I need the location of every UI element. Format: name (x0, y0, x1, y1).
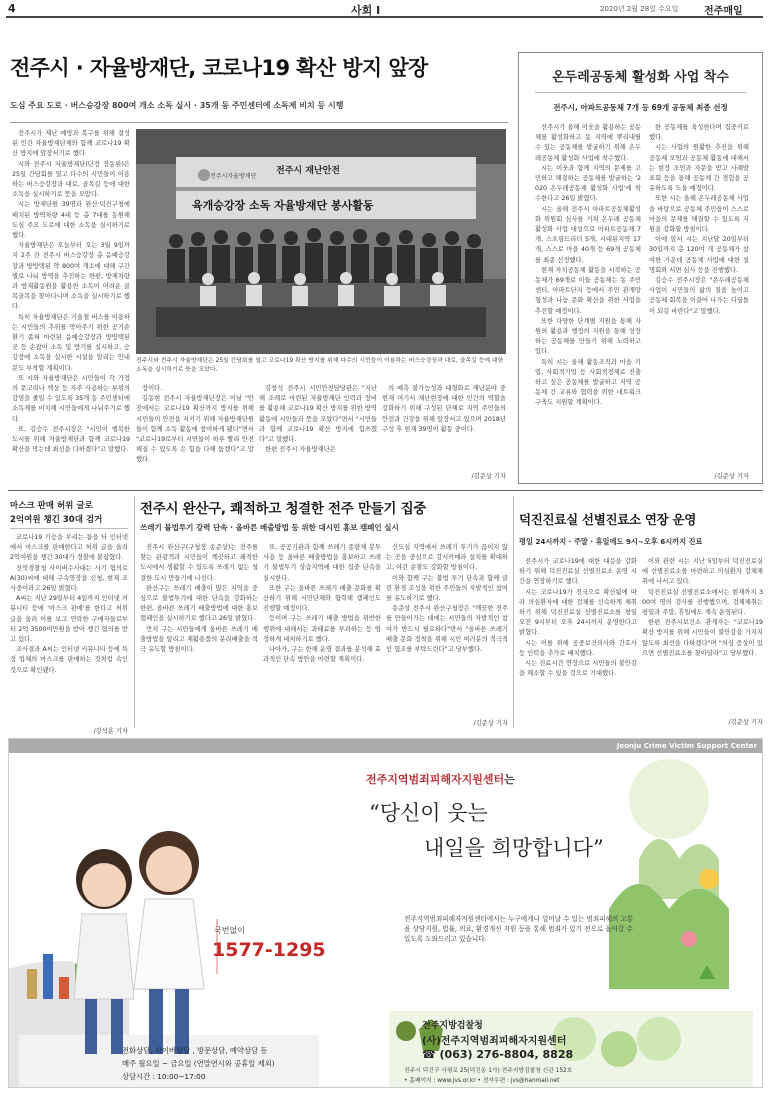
divider (535, 92, 746, 93)
ad-sponsor: 전주지방검찰청 (422, 1021, 483, 1031)
ad-slogan-line1: “당신이 웃는 (369, 801, 488, 825)
column-divider (134, 496, 135, 728)
right-top-subhead: 전주시, 아파트공동체 7개 등 69개 공동체 최종 선정 (553, 103, 728, 112)
advertisement (8, 738, 763, 1088)
photo-logo-text: 전주시자율방재단 (210, 173, 257, 180)
main-subhead: 도심 주요 도로 · 버스승강장 800여 개소 소독 실시 · 35개 동 주민센터에 소독제 비치 등 시행 (10, 101, 344, 110)
photo-banner-top: 전주시 재난안전 (276, 166, 340, 176)
article-text: 전주시가 올해 이웃을 활용하는 공동체를 활성화하고 동 지역에 뿌리내릴 수 있는 공동체를 발굴하기 위해 온두레공동체 활성화 사업에 착수했다. 시는 이웃과 함께 지역의 문제를 고민하고 해결하는 공동체를 발굴하는 '2020 온두레공동체 활성화 사업'에 착수한다고 26일 밝혔다. 시는 올해 전주시 아파트공동체활성화 위원회 심사를 거쳐 온두레 공동체 활성화 사업 대상으로 아파트공동체 7개, 스프링드리더 5개, 시대된지역 17개, 스스로 마을 40개 등 69개 공동체를 최종 선정했다. 현재 자치공동체 활동을 시작하는 공동체가 69개로 이들 공동체는 동 주민센터, 아파트단지 등에서 주민 관계망 형성과 나눔 문화 확산을 위한 사업을 추진할 예정이다. 또한 다양한 단계별 지원을 통해 자원의 활용과 행정의 지원을 통해 성장하는 공동체를 만들기 위해 노력하고 있다. 특히 시는 올해 활동조직과 마을 기업, 사회적기업 등 사회적경제로 진출하고 싶은 공동체를 발굴하고 지역 공동체 간 교류와 협력을 위한 네트워크 구축도 지원할 계획이다. (535, 124, 641, 407)
ad-center-name: (사)전주지역범죄피해자지원센터 (422, 1036, 567, 1047)
mask-headline-1: 마스크 판매 허위 글로 (10, 501, 93, 511)
wansan-byline: /김준상 기자 (473, 720, 508, 727)
event-photo (136, 129, 506, 354)
article-text: 전주시가 재난 예방과 복구를 위해 결성된 민간 자율방재단체와 함께 코로나19 확산 방지에 앞장서기로 했다. 시와 전주시 자율방재단(단장 장동완)은 25일 간담회를 열고 다수의 시민들이 이용하는 버스승강장과 대로, 골목길 등에 대한 소독을 실시하기로 뜻을 모았다. 시는 방재단원 39명과 완산·덕진구청에 배치된 방역차량 4대 등 총 7대를 동원해 도심 주요 도로에 대한 소독을 실시하기로 했다. 자율방재단은 오늘부터 오는 3월 9일까지 2주 간 전주시 버스승강장 총 음예승강장과 방방택된 약 800여 개소에 대해 구간별로 나눠 방역을 추진하는 한편, 방제차량과 방재활동원을 활용한 소독이 어려운 골목골목을 찾아다니며 소독을 실시하기로 했다. 특히 자율방재단은 거울철 버스를 이용하는 시민들의 추위를 막아주기 위한 공기순환기 좁혀 마련된 음예승강장과 방방택된 곳 등 손잡이 소독 및 방기를 실시하고, 승강장에 소독을 실시한 시설을 알리는 안내문도 부착할 계획이다. 또 시와 자율방재단은 시민들이 각 가정의 문고리나 책상 등 자주 사용하는 부위의 감염을 줄일 수 있도록 35개 동 주민센터에 소독제를 비치해 시민들에게 나눠주기로 했다. 또, 김승수 전주시장은 "시민이 행복한 도시를 위해 자율방재단과 함께 코로나19 확산을 막는데 최선을 다하겠다"고 말했다. (12, 130, 130, 454)
ad-service-types: 전화상담, 사이버상담 , 방문상담, 예약상담 등 (122, 1046, 268, 1055)
article-text: 이와 관련 시는 지난 5일부터 덕진진료실에 선별진료소를 마련하고 의심환자 검체채취에 나서고 있다. 덕진진료실 선별진료소에서는 현재까지 300여 명의 검사를 진행했으며, 검체채취는 평일과 주말, 휴일에도 계속 운영된다. 한편 전주시보건소 관계자는 "코로나19 확산 방지를 위해 시민들이 불안감을 가지지 않도록 최선을 다하겠다"며 "의심 증상이 있으면 선별진료소를 찾아달라"고 당부했다. (642, 558, 763, 657)
main-byline: /김준상 기자 (471, 473, 506, 480)
ad-address: 전주시 덕진구 사평로 25(덕진동 1가) 전주지방검찰청 신관 152호 (404, 1068, 573, 1074)
photo-caption: 전주시와 전주시 자율방재단은 25일 간담회를 열고 코로나19 확산 방지를 위해 다수의 시민들이 이용하는 버스승강장과 대로, 골목길 등에 대한 소독을 실시하기로 뜻을 모았다. (136, 358, 504, 373)
ad-service-days: 매주 월요일 ~ 금요일 (연말연시와 공휴일 제외) (122, 1059, 275, 1068)
wansan-headline: 전주시 완산구, 쾌적하고 청결한 전주 만들기 집중 (140, 501, 427, 517)
ad-background-illustration (9, 739, 763, 1088)
deokjin-byline: /김준상 기자 (728, 719, 763, 726)
photo-banner-main: 육개승강장 소독 자율방재단 봉사활동 (192, 199, 374, 212)
ad-description: 전주지역범죄피해자지원센터에서는 누구에게나 일어날 수 있는 범죄피해의 고통을 상담지원, 법률, 의료, 환경개선 지원 등을 통해 범죄가 있기 전으로 돌아갈 수 있도록 도와드리고 있습니다. (404, 915, 634, 943)
right-top-headline: 온두레공동체 활성화 사업 착수 (552, 70, 729, 85)
ad-title-suffix: 는 (504, 773, 515, 786)
mask-byline: /강석훈 기자 (93, 728, 128, 735)
section-name: 사회 Ⅰ (351, 4, 381, 17)
divider (10, 528, 128, 529)
mask-headline-2: 2억여원 챙긴 30대 검거 (10, 515, 103, 525)
article-text: 또, 공공기관과 함께 쓰레기 종량제 봉투 사용 등 올바른 배출방법을 홍보하고 쓰레기 불법투기 상습지역에 대한 집중 단속을 실시한다. 또한 구는 올바른 쓰레기 배출 문화를 확산하기 위해 시민단체와 협력해 캠페인도 진행할 예정이다. 등이며 구는 쓰레기 배출 방법을 위반한 행위에 대해서는 과태료를 부과하는 등 엄정하게 대처하기로 했다. 나아가, 구는 한해 운영 결과를 분석해 효과적인 단속 방안을 마련할 계획이다. (263, 544, 381, 664)
article-text: 장이다. 김동현 전주시 자율방재단장은 이날 "안전에서는 코로나19 확산까지 방지를 위해 시민들의 안전을 지키기 위해 자율방재단원들이 함께 소독 활동에 참여하게 됐다"면서 "코로나19로부터 시민들이 하루 빨리 안전해질 수 있도록 은 힘을 다해 돕겠다"고 말했다. (136, 385, 254, 464)
article-text: 전주시 완산구(구청장 송준상)는 전주를 찾는 관광객과 시민들이 깨끗하고 쾌적한 도시에서 생활할 수 있도록 쓰레기 없는 청결한 도시 만들기에 나선다. 완산구는 쓰레기 배출이 많은 지역을 중심으로 불법투기에 대한 단속을 강화하는 한편, 올바른 쓰레기 배출방법에 대한 홍보 캠페인을 실시하기로 했다고 26일 밝혔다. 먼저 구는 시민들에게 올바른 쓰레기 배출방법을 알리고 재활용품의 분리배출을 적극 유도할 방침이다. (140, 544, 258, 654)
divider (10, 122, 508, 123)
publisher-name: 전주매일 (704, 6, 743, 17)
ad-phone: ☎ (063) 276-8804, 8828 (422, 1048, 574, 1061)
article-text: 전주시가 코로나19에 대한 대응을 강화하기 위해 덕진진료실 선별진료소 운영 시간을 연장하기로 했다. 시는 코로나19가 전국으로 확산됨에 따라 의심환자에 대한 검체를 신속하게 채취하기 위해 덕진진료실 선별진료소를 평일 오전 9시부터 오후 24시까지 운영한다고 밝혔다. 시는 이를 위해 공중보건의사와 간호사 등 인력을 추가로 배치했다. 시는 진료시간 연장으로 시민들의 불안감을 해소할 수 있을 것으로 기대했다. (519, 558, 637, 678)
main-headline: 전주시 · 자율방재단, 코로나19 확산 방지 앞장 (10, 56, 428, 80)
article-text: 신도심 지역에서 쓰레기 투기가 끊이지 않는 곳을 중심으로 감시카메라 설치를 확대하고, 야간 순찰도 강화할 방침이다. 이와 함께 구는 불법 투기 단속과 함께 클린 환경 조성을 위한 주민들의 자발적인 참여를 유도하기로 했다. 송준상 전주시 완산구청장은 "깨끗한 전주를 만들어가는 데에는 시민들의 자발적인 참여가 반드시 필요하다"면서 "올바른 쓰레기 배출 문화 정착을 위해 시민 여러분의 적극적인 협조를 부탁드린다"고 당부했다. (386, 544, 508, 654)
page-number: 4 (8, 2, 16, 15)
right-top-byline: /김준상 기자 (714, 473, 749, 480)
deokjin-subhead: 평일 24시까지 · 주말 · 휴일에도 9시~오후 6시까지 진료 (519, 537, 703, 546)
article-text: 김창석 전주시 시민안전담당관은 "지난해 조례로 마련된 자율방재단 인력과 장비를 활용해 코로나19 확산 방지를 위한 방역 활동에 시민들과 뜻을 모았다"면서 "시민들과 함께 코로나19 확산 방지에 힘쓰겠다"고 말했다. 한편 전주시 자율방재단은 (259, 385, 377, 454)
ad-web-contact: • 홈페이지 : www.jvs.or.kr • 전자우편 : jvs@hanmail.net (404, 1078, 560, 1084)
ad-title-org: 전주지역범죄피해자지원센터 (366, 773, 505, 786)
divider (8, 490, 763, 491)
column-divider (513, 496, 514, 728)
prosecutor-logo-icon (396, 1021, 416, 1041)
wansan-subhead: 쓰레기 불법투기 강력 단속 · 올바른 배출방법 등 위한 대시민 홍보 캠페인 실시 (140, 523, 399, 532)
page-header (6, 2, 763, 18)
article-text: 한 공동체를 육성한다며 집중키로 했다. 시는 사업의 원활한 추진을 위해 공동체 모임과 공동체 활동에 대해서는 현장 조언과 자문을 받고 사례발표회 등을 통해 공동체 간 경험을 공유하도록 도울 예정이다. 또한 시는 올해 온두레공동체 사업을 바탕으로 공동체 주민들이 스스로 마을의 문제를 해결할 수 있도록 지원을 강화할 방침이다. 이에 앞서 시는 지난달 20일부터 30일까지 총 120여 개 공동체가 참여한 가운데 공동체 사업에 대한 설명회와 서면 심사 등을 진행했다. 김승수 전주시장은 "온두레공동체 사업이 시민들의 삶의 질을 높이고 공동체 회복을 이끌어 나가는 디딤돌이 되길 바란다"고 말했다. (649, 124, 749, 315)
ad-hotline-number: 1577-1295 (212, 939, 326, 961)
deokjin-headline: 덕진진료실 선별진료소 연장 운영 (519, 512, 697, 527)
ad-hotline-label: 국번없이 (214, 926, 245, 935)
article-text: 의 예측 불가능성과 대형화로 재난분야 중 현재 여기서 재난현장에 대한 민간의 역할을 강화하기 위해 구성된 단체로 지역 주민들의 안전과 건강을 위해 앞장서고 있으며 2018년 구성 후 현재 39명이 활동 중이다. (382, 385, 506, 433)
issue-date: 2020년 2월 28일 수요일 (600, 5, 679, 13)
ad-org-english: Jeonju Crime Victim Support Center (616, 742, 757, 750)
ad-service-hours: 상담시간 : 10:00~17:00 (122, 1072, 206, 1081)
article-text: 코로나19 기승을 부리는 틈을 타 인터넷에서 마스크를 판매한다고 허위 글을 올려 2억여원을 챙긴 30대가 경찰에 붙잡혔다. 전북경찰청 사이버수사대는 사기 혐의로 A(30)씨에 대해 구속영장을 신청, 현재 조사중이라고 26일 밝혔다. A씨는 지난 29일부터 4일까지 인터넷 커뮤니티 등에 '마스크 판매'를 한다고 허위 글을 올려 이를 보고 연락한 구매자들로부터 2억 3500여만원을 받아 챙긴 혐의를 받고 있다. 조사결과 A씨는 인터넷 커뮤니티 등에 특정 업체의 마스크를 판매하는 것처럼 속인 것으로 확인됐다. (10, 534, 128, 674)
ad-slogan-line2: 내일을 희망합니다” (424, 836, 604, 860)
